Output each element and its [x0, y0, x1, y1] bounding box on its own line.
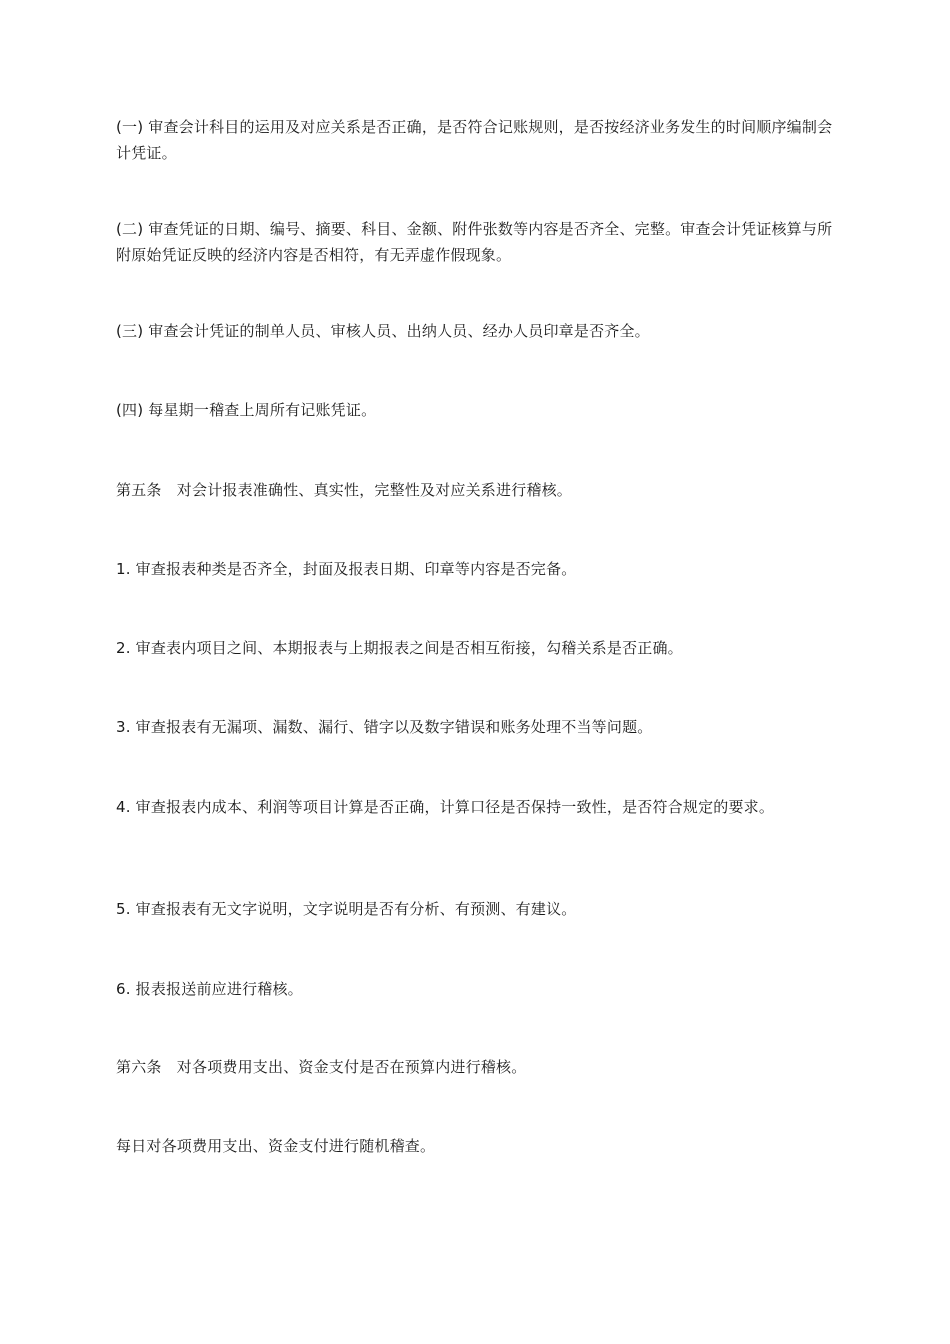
article-6-heading: 第六条 对各项费用支出、资金支付是否在预算内进行稽核。 — [116, 1058, 527, 1076]
list-item-6: 6. 报表报送前应进行稽核。 — [116, 980, 303, 998]
list-item-5: 5. 审查报表有无文字说明，文字说明是否有分析、有预测、有建议。 — [116, 900, 577, 918]
paragraph-item-1: (一) 审查会计科目的运用及对应关系是否正确，是否符合记账规则，是否按经济业务发生的时间顺序编制会计凭证。 — [116, 118, 833, 162]
list-item-1: 1. 审查报表种类是否齐全，封面及报表日期、印章等内容是否完备。 — [116, 560, 577, 578]
paragraph-item-last: 每日对各项费用支出、资金支付进行随机稽查。 — [116, 1137, 436, 1155]
list-item-4: 4. 审查报表内成本、利润等项目计算是否正确，计算口径是否保持一致性，是否符合规定的要求。 — [116, 798, 775, 816]
list-item-2: 2. 审查表内项目之间、本期报表与上期报表之间是否相互衔接，勾稽关系是否正确。 — [116, 639, 683, 657]
list-item-3: 3. 审查报表有无漏项、漏数、漏行、错字以及数字错误和账务处理不当等问题。 — [116, 718, 653, 736]
paragraph-item-4: (四) 每星期一稽查上周所有记账凭证。 — [116, 401, 377, 419]
paragraph-item-2: (二) 审查凭证的日期、编号、摘要、科目、金额、附件张数等内容是否齐全、完整。审查会计凭证核算与所附原始凭证反映的经济内容是否相符，有无弄虚作假现象。 — [116, 220, 833, 264]
paragraph-item-3: (三) 审查会计凭证的制单人员、审核人员、出纳人员、经办人员印章是否齐全。 — [116, 322, 650, 340]
article-5-heading: 第五条 对会计报表准确性、真实性，完整性及对应关系进行稽核。 — [116, 481, 573, 499]
